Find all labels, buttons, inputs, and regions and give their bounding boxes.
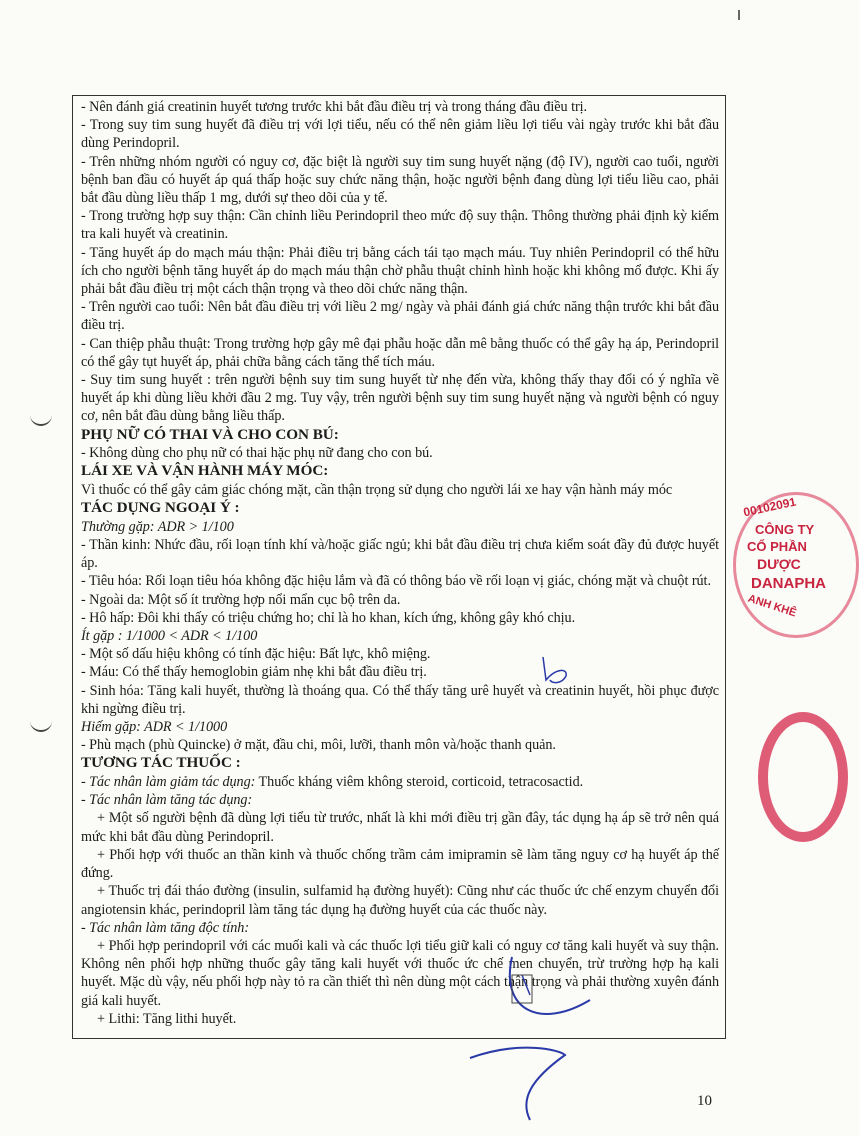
paragraph: - Trên những nhóm người có nguy cơ, đặc biệt là người suy tim sung huyết nặng (độ IV), người cao tuổi, người bệnh ban đầu có huyết áp quá thấp hoặc suy chức năng thận, hoặc người bệnh đang dùng lợi tiểu liều cao, phải bắt đầu dùng liều thấp 1 mg, dưới sự theo dõi của y tế. — [81, 153, 719, 207]
paragraph: - Tác nhân làm giảm tác dụng: Thuốc kháng viêm không steroid, corticoid, tetracosactid. — [81, 774, 584, 791]
paragraph: - Tác nhân làm tăng độc tính: — [81, 919, 249, 936]
paragraph: Hiếm gặp: ADR < 1/1000 — [81, 719, 228, 736]
paragraph: - Trong suy tim sung huyết đã điều trị với lợi tiểu, nếu có thể nên giảm liều lợi tiểu vài ngày trước khi bắt đầu dùng Perindopril. — [81, 117, 719, 152]
paragraph: + Phối hợp với thuốc an thần kinh và thuốc chống trầm cảm imipramin sẽ làm tăng nguy cơ hạ huyết áp thế đứng. — [81, 846, 719, 882]
paragraph: - Một số dấu hiệu không có tính đặc hiệu: Bất lực, khô miệng. — [81, 646, 431, 663]
paragraph: - Sinh hóa: Tăng kali huyết, thường là thoáng qua. Có thể thấy tăng urê huyết và creatinin huyết, hồi phục được khi ngừng điều trị. — [81, 682, 719, 717]
paragraph: Ít gặp : 1/1000 < ADR < 1/100 — [81, 628, 258, 645]
paragraph: - Tác nhân làm tăng tác dụng: — [81, 792, 253, 809]
section-heading: LÁI XE VÀ VẬN HÀNH MÁY MÓC: — [81, 462, 329, 480]
paragraph: - Phù mạch (phù Quincke) ở mặt, đầu chi, môi, lưỡi, thanh môn và/hoặc thanh quản. — [81, 737, 556, 754]
paragraph: Thường gặp: ADR > 1/100 — [81, 518, 234, 535]
stamp-line: DƯỢC — [757, 556, 801, 572]
page-number: 10 — [697, 1093, 712, 1109]
paragraph: - Thần kinh: Nhức đầu, rối loạn tính khí và/hoặc giấc ngủ; khi bắt đầu điều trị chưa kiểm soát đầy đủ được huyết áp. — [81, 537, 719, 572]
paragraph: - Trên người cao tuổi: Nên bắt đầu điều trị với liều 2 mg/ ngày và phải đánh giá chức năng thận trước khi bắt đầu điều trị. — [81, 299, 719, 334]
paragraph: - Suy tim sung huyết : trên người bệnh suy tim sung huyết từ nhẹ đến vừa, không thấy thay đổi có ý nghĩa về huyết áp khi dùng liều khởi đầu 2 mg. Tuy vậy, trên người bệnh suy tim sung huyết nặng và người bệnh có nguy cơ, nên bắt đầu dùng bằng liều thấp. — [81, 372, 719, 425]
paragraph: - Ngoài da: Một số ít trường hợp nổi mẩn cục bộ trên da. — [81, 591, 401, 608]
section-heading: PHỤ NỮ CÓ THAI VÀ CHO CON BÚ: — [81, 425, 339, 443]
stamp-line: ANH KHÊ — [746, 592, 798, 620]
paragraph: - Tăng huyết áp do mạch máu thận: Phải điều trị bằng cách tái tạo mạch máu. Tuy nhiên Perindopril có thể hữu ích cho người bệnh tăng huyết áp do mạch máu thận chờ phẫu thuật chỉnh hình hoặc khi không mổ được. Khi ấy phải bắt đầu điều trị một cách thận trọng và theo dõi chức năng thận. — [81, 244, 719, 298]
paragraph: + Thuốc trị đái tháo đường (insulin, sulfamid hạ đường huyết): Cũng như các thuốc ức chế enzym chuyển đổi angiotensin khác, perindopril làm tăng tác dụng hạ đường huyết của các thuốc này. — [81, 883, 719, 918]
stamp-line: CÔNG TY — [755, 522, 815, 537]
paragraph: - Máu: Có thể thấy hemoglobin giảm nhẹ khi bắt đầu điều trị. — [81, 664, 427, 681]
paragraph: Vì thuốc có thể gây cảm giác chóng mặt, cần thận trọng sử dụng cho người lái xe hay vận hành máy móc — [81, 482, 673, 499]
stamp-code: 00102091 — [742, 494, 798, 520]
section-heading: TƯƠNG TÁC THUỐC : — [81, 754, 241, 772]
paragraph: - Hô hấp: Đôi khi thấy có triệu chứng ho; chỉ là ho khan, kích ứng, không gây khó chịu. — [81, 609, 576, 626]
paragraph: - Không dùng cho phụ nữ có thai hặc phụ nữ đang cho con bú. — [81, 445, 433, 462]
stamp-line: CỔ PHẦN — [747, 539, 807, 554]
paragraph: + Phối hợp perindopril với các muối kali và các thuốc lợi tiểu giữ kali có nguy cơ tăng kali huyết và suy thận. Không nên phối hợp những thuốc gây tăng kali huyết với thuốc ức chế men chuyển, trừ trường hợp hạ kali huyết. Mặc dù vậy, nếu phối hợp này tỏ ra cần thiết thì nên dùng một cách thận trọng và phải thường xuyên đánh giá kali huyết. — [81, 937, 719, 1009]
paragraph: - Can thiệp phẫu thuật: Trong trường hợp gây mê đại phẫu hoặc dẫn mê bằng thuốc có thể gây hạ áp, Perindopril có thể gây tụt huyết áp, phải chữa bằng cách tăng thể tích máu. — [81, 335, 719, 370]
section-heading: TÁC DỤNG NGOẠI Ý : — [81, 499, 240, 517]
stamp-line: DANAPHA — [751, 575, 826, 592]
paragraph: - Nên đánh giá creatinin huyết tương trước khi bắt đầu điều trị và trong tháng đầu điều trị. — [81, 99, 588, 115]
paragraph: + Một số người bệnh đã dùng lợi tiểu từ trước, nhất là khi mới điều trị gần đây, tác dụng hạ áp sẽ trở nên quá mức khi bắt đầu dùng Perindopril. — [81, 810, 719, 845]
paragraph: + Lithi: Tăng lithi huyết. — [97, 1010, 237, 1027]
paragraph: - Trong trường hợp suy thận: Cần chỉnh liều Perindopril theo mức độ suy thận. Thông thường phải định kỳ kiểm tra kali huyết và creatinin. — [81, 208, 719, 243]
paragraph: - Tiêu hóa: Rối loạn tiêu hóa không đặc hiệu lắm và đã có thông báo về rối loạn vị giác, chóng mặt và chuột rút. — [81, 573, 711, 590]
